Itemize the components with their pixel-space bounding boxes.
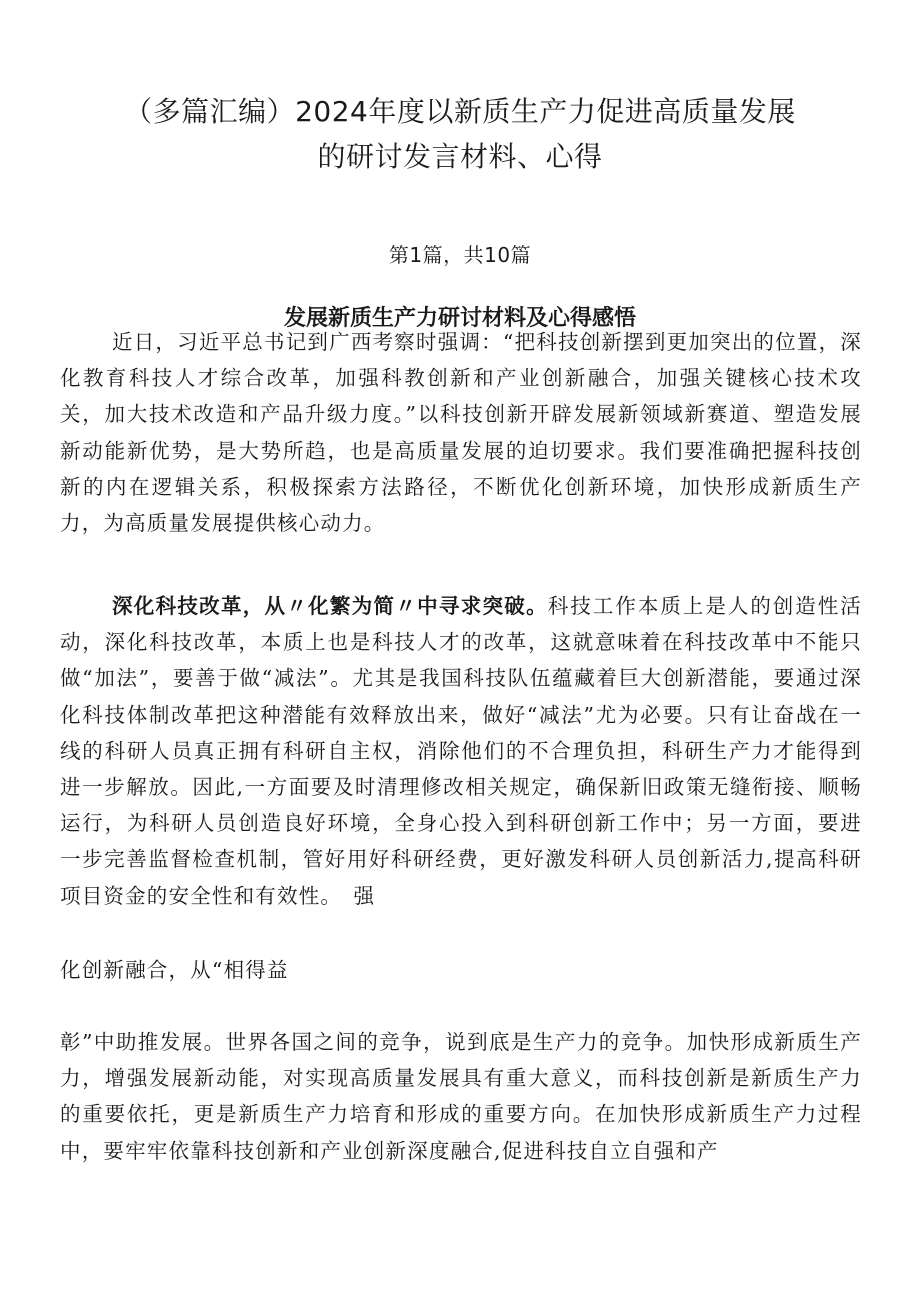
paragraph-2-lead: 深化科技改革，从〃化繁为简〃中寻求突破。 bbox=[112, 594, 548, 618]
paragraph-4: 彰”中助推发展。世界各国之间的竞争，说到底是生产力的竞争。加快形成新质生产力，增强发展新动能，对实现高质量发展具有重大意义，而科技创新是新质生产力的重要依托，更是新质生产力培育和形成的重要方向。在加快形成新质生产力过程中，要牢牢依靠科技创新和产业创新深度融合,促进科技自立自强和产 bbox=[60, 1030, 862, 1163]
part-indicator: 第1篇，共10篇 bbox=[388, 243, 532, 267]
paragraph-1: 近日，习近平总书记到广西考察时强调：“把科技创新摆到更加突出的位置，深化教育科技人才综合改革，加强科教创新和产业创新融合，加强关键核心技术攻关，加大技术改造和产品升级力度。”以科技创新开辟发展新领域新赛道、塑造发展新动能新优势，是大势所趋，也是高质量发展的迫切要求。我们要准确把握科技创新的内在逻辑关系，积极探索方法路径，不断优化创新环境，加快形成新质生产力，为高质量发展提供核心动力。 bbox=[60, 330, 862, 536]
paragraph-3: 化创新融合，从“相得益 bbox=[60, 958, 289, 982]
document-title-line-2: 的研讨发言材料、心得 bbox=[317, 140, 603, 173]
paragraph-2 bbox=[60, 588, 862, 914]
document-title-line-1: （多篇汇编）2024年度以新质生产力促进高质量发展 bbox=[124, 95, 796, 128]
paragraph-2-body: 科技工作本质上是人的创造性活动，深化科技改革，本质上也是科技人才的改革，这就意味着在科技改革中不能只做“加法”，要善于做“减法”。尤其是我国科技队伍蕴藏着巨大创新潜能，要通过深化科技体制改革把这种潜能有效释放出来，做好“减法”尤为必要。只有让奋战在一线的科研人员真正拥有科研自主权，消除他们的不合理负担，科研生产力才能得到进一步解放。因此,一方面要及时清理修改相关规定，确保新旧政策无缝衔接、顺畅运行，为科研人员创造良好环境，全身心投入到科研创新工作中；另一方面，要进一步完善监督检查机制，管好用好科研经费，更好激发科研人员创新活力,提高科研项目资金的安全性和有效性。 强 bbox=[60, 594, 862, 908]
article-title: 发展新质生产力研讨材料及心得感悟 bbox=[283, 306, 636, 332]
